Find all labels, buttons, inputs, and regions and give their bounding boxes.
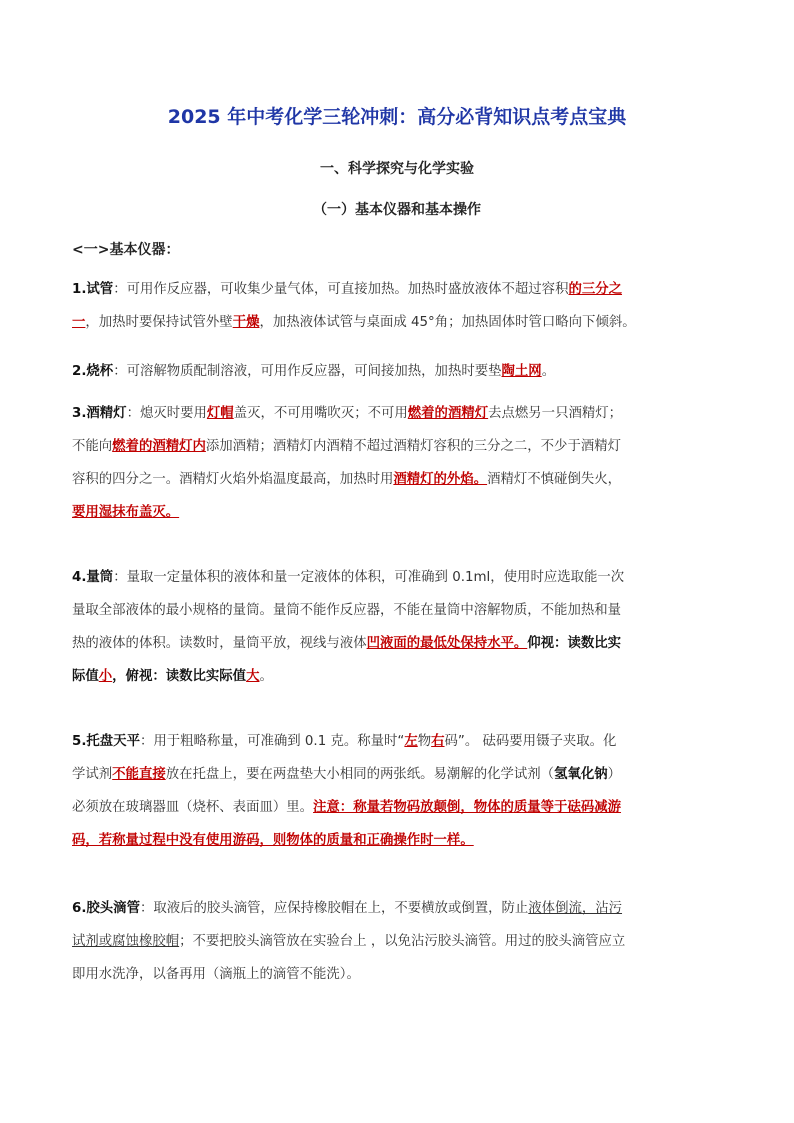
text: 容积的四分之一。酒精灯火焰外焰温度最高，加热时用 bbox=[72, 472, 394, 487]
text: ：用于粗略称量，可准确到 0.1 克。称量时“ bbox=[139, 734, 405, 749]
page-title: 2025 年中考化学三轮冲刺：高分必背知识点考点宝典 bbox=[167, 106, 627, 128]
text: ：可溶解物质配制溶液，可用作反应器，可间接加热，加热时要垫 bbox=[113, 364, 502, 379]
term-dropper: 6.胶头滴管 bbox=[72, 901, 140, 916]
paragraph-alcohol-lamp bbox=[72, 397, 734, 529]
paragraph-balance bbox=[72, 725, 734, 857]
term-measuring-cylinder: 4.量筒 bbox=[72, 570, 114, 585]
text: 盖灭，不可用嘴吹灭；不可用 bbox=[233, 406, 408, 421]
text: ：可用作反应器，可收集少量气体，可直接加热。加热时盛放液体不超过容积 bbox=[113, 282, 569, 297]
highlight: 陶土网 bbox=[501, 364, 542, 379]
text: ：熄灭时要用 bbox=[126, 406, 207, 421]
highlight: 灯帽 bbox=[206, 406, 234, 421]
text: 不能向 bbox=[72, 439, 113, 454]
highlight: 酒精灯的外焰。 bbox=[393, 472, 488, 487]
term-test-tube: 1.试管 bbox=[72, 282, 114, 297]
text: ；不要把胶头滴管放在实验台上 ，以免沾污胶头滴管。用过的胶头滴管应立 bbox=[179, 934, 626, 949]
section-heading: 一、科学探究与化学实验 bbox=[320, 161, 474, 177]
bold-text: 际值 bbox=[72, 669, 99, 684]
text: 添加酒精；酒精灯内酒精不超过酒精灯容积的三分之二，不少于酒精灯 bbox=[205, 439, 622, 454]
highlight: 注意：称量若物码放颠倒，物体的质量等于砝码减游 bbox=[313, 800, 622, 815]
paragraph-test-tube bbox=[72, 273, 734, 339]
text: 学试剂 bbox=[72, 767, 113, 782]
highlight: 燃着的酒精灯内 bbox=[112, 439, 206, 454]
text: ，加热液体试管与桌面成 45°角；加热固体时管口略向下倾斜。 bbox=[259, 315, 636, 330]
highlight: 的三分之 bbox=[568, 282, 623, 297]
text: 量取全部液体的最小规格的量筒。量筒不能作反应器，不能在量筒中溶解物质，不能加热和量 bbox=[72, 603, 622, 618]
term-beaker: 2.烧杯 bbox=[72, 364, 114, 379]
text: 物 bbox=[417, 734, 432, 749]
text: ：取液后的胶头滴管，应保持橡胶帽在上，不要横放或倒置，防止 bbox=[139, 901, 529, 916]
highlight: 不能直接 bbox=[112, 767, 166, 782]
subsection-heading: （一）基本仪器和基本操作 bbox=[313, 202, 481, 218]
highlight: 一 bbox=[72, 315, 86, 330]
text: ，加热时要保持试管外壁 bbox=[85, 315, 233, 330]
highlight: 右 bbox=[431, 734, 445, 749]
highlight: 燃着的酒精灯 bbox=[407, 406, 489, 421]
text: 码”。 砝码要用镊子夹取。化 bbox=[444, 734, 617, 749]
bold-text: 氢氧化钠 bbox=[554, 767, 608, 782]
text: ） bbox=[607, 767, 622, 782]
text: 。 bbox=[541, 364, 556, 379]
highlight: 干燥 bbox=[232, 315, 260, 330]
term-alcohol-lamp: 3.酒精灯 bbox=[72, 406, 127, 421]
term-balance: 5.托盘天平 bbox=[72, 734, 140, 749]
bold-text: ，俯视：读数比实际值 bbox=[112, 669, 247, 684]
text: 酒精灯不慎碰倒失火， bbox=[487, 472, 622, 487]
underlined-text: 试剂或腐蚀橡胶帽 bbox=[72, 934, 180, 949]
text: 热的液体的体积。读数时，量筒平放，视线与液体 bbox=[72, 636, 367, 651]
highlight: 码，若称量过程中没有使用游码，则物体的质量和正确操作时一样。 bbox=[72, 833, 474, 848]
highlight: 小 bbox=[98, 669, 113, 684]
sub-heading-instruments: <一>基本仪器： bbox=[72, 242, 180, 258]
paragraph-measuring-cylinder bbox=[72, 561, 734, 693]
text: 放在托盘上，要在两盘垫大小相同的两张纸。易潮解的化学试剂（ bbox=[165, 767, 555, 782]
highlight: 凹液面的最低处保持水平。 bbox=[366, 636, 528, 651]
text: 。 bbox=[259, 669, 273, 684]
bold-text: 仰视：读数比实 bbox=[527, 636, 622, 651]
text: 即用水洗净，以备再用（滴瓶上的滴管不能洗）。 bbox=[72, 967, 360, 982]
underlined-text: 液体倒流，沾污 bbox=[528, 901, 623, 916]
highlight: 左 bbox=[404, 734, 418, 749]
paragraph-beaker bbox=[72, 355, 734, 388]
text: ：量取一定量体积的液体和量一定液体的体积，可准确到 0.1ml，使用时应选取能一次 bbox=[113, 570, 625, 585]
text: 去点燃另一只酒精灯； bbox=[488, 406, 623, 421]
highlight: 要用湿抹布盖灭。 bbox=[72, 505, 180, 520]
text: 必须放在玻璃器皿（烧杯、表面皿）里。 bbox=[72, 800, 314, 815]
paragraph-dropper bbox=[72, 892, 734, 991]
highlight: 大 bbox=[246, 669, 260, 684]
